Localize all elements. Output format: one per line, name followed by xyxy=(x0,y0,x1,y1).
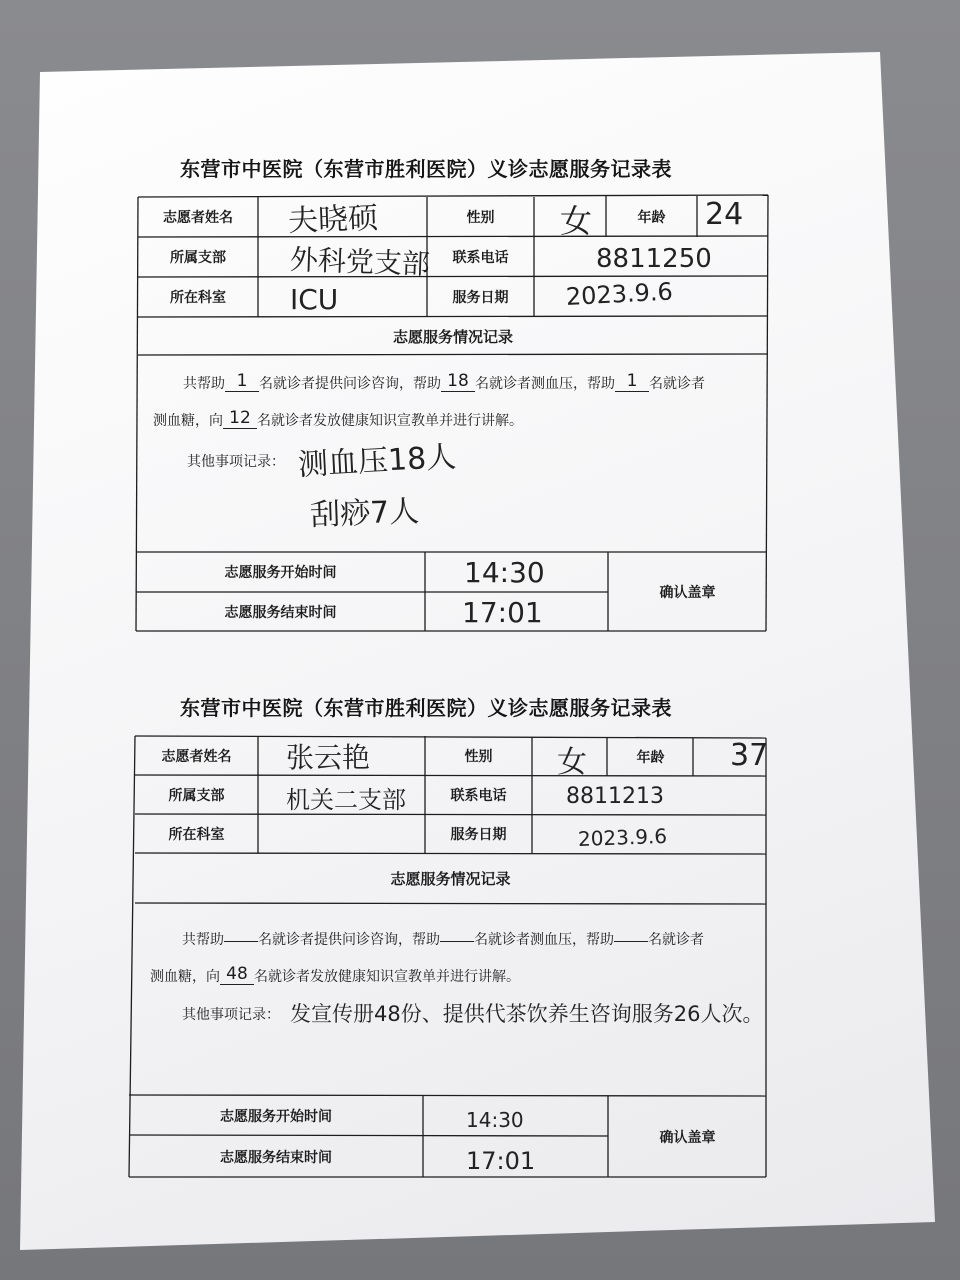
label-department: 所在科室 xyxy=(168,826,225,843)
label-age: 年龄 xyxy=(636,749,665,766)
value-age: 37 xyxy=(730,738,769,773)
text-fragment: 测血糖，向 xyxy=(153,413,223,429)
value-gender: 女 xyxy=(557,745,587,780)
label-end-time: 志愿服务结束时间 xyxy=(224,604,337,621)
value-end-time: 17:01 xyxy=(462,596,543,629)
value-gender: 女 xyxy=(560,202,593,240)
label-gender: 性别 xyxy=(464,749,493,765)
blood-pressure-count xyxy=(440,941,474,942)
form-title: 东营市中医院（东营市胜利医院）义诊志愿服务记录表 xyxy=(180,157,672,181)
label-phone: 联系电话 xyxy=(452,250,509,266)
service-sentence-line2 xyxy=(150,966,520,987)
label-age: 年龄 xyxy=(637,210,666,226)
text-fragment: 名就诊者 xyxy=(648,932,704,948)
blood-pressure-count: 18 xyxy=(441,371,475,392)
leaflet-count: 48 xyxy=(220,964,254,985)
blood-glucose-count xyxy=(614,941,648,942)
label-phone: 联系电话 xyxy=(450,788,507,804)
text-fragment: 共帮助 xyxy=(182,932,224,948)
value-phone: 8811213 xyxy=(566,784,664,809)
text-fragment: 名就诊者提供问诊咨询，帮助 xyxy=(259,376,441,392)
consult-count xyxy=(224,941,258,942)
label-department: 所在科室 xyxy=(170,290,226,306)
label-other-notes: 其他事项记录： xyxy=(182,1007,280,1023)
blood-glucose-count: 1 xyxy=(615,371,649,392)
value-start-time: 14:30 xyxy=(466,1108,524,1132)
value-end-time: 17:01 xyxy=(466,1147,536,1175)
value-department: ICU xyxy=(290,283,339,316)
text-fragment: 测血糖，向 xyxy=(150,969,220,985)
label-seal-confirmation: 确认盖章 xyxy=(659,1129,716,1146)
service-sentence-line1 xyxy=(182,929,704,949)
text-fragment: 名就诊者发放健康知识宣教单并进行讲解。 xyxy=(254,969,520,985)
label-start-time: 志愿服务开始时间 xyxy=(220,1108,332,1125)
label-volunteer-name: 志愿者姓名 xyxy=(163,210,233,226)
leaflet-count: 12 xyxy=(223,408,257,429)
text-fragment: 名就诊者测血压，帮助 xyxy=(475,376,615,392)
text-fragment: 名就诊者测血压，帮助 xyxy=(474,932,614,948)
value-service-date: 2023.9.6 xyxy=(565,277,674,311)
value-start-time: 14:30 xyxy=(464,556,545,589)
label-end-time: 志愿服务结束时间 xyxy=(220,1149,332,1166)
value-volunteer-name: 张云艳 xyxy=(286,741,371,774)
label-start-time: 志愿服务开始时间 xyxy=(224,565,337,581)
other-notes-line1: 测血压18人 xyxy=(297,439,458,483)
text-fragment: 共帮助 xyxy=(183,376,225,392)
value-age: 24 xyxy=(705,197,744,232)
value-phone: 8811250 xyxy=(596,244,712,274)
label-branch: 所属支部 xyxy=(170,250,226,266)
label-service-date: 服务日期 xyxy=(450,827,507,843)
text-fragment: 名就诊者发放健康知识宣教单并进行讲解。 xyxy=(257,413,523,429)
value-service-date: 2023.9.6 xyxy=(577,823,668,851)
other-notes-line1: 发宣传册48份、提供代茶饮养生咨询服务26人次。 xyxy=(290,1002,764,1026)
section-heading: 志愿服务情况记录 xyxy=(390,869,511,888)
value-volunteer-name: 夫晓硕 xyxy=(287,200,379,239)
value-branch: 外科党支部 xyxy=(289,243,431,281)
text-fragment: 名就诊者提供问诊咨询，帮助 xyxy=(258,932,440,948)
consult-count: 1 xyxy=(225,371,259,392)
label-volunteer-name: 志愿者姓名 xyxy=(161,748,232,765)
label-seal-confirmation: 确认盖章 xyxy=(659,584,716,601)
form-title: 东营市中医院（东营市胜利医院）义诊志愿服务记录表 xyxy=(180,696,672,720)
value-branch: 机关二支部 xyxy=(286,786,406,814)
label-branch: 所属支部 xyxy=(168,787,225,804)
label-gender: 性别 xyxy=(466,210,495,226)
section-heading: 志愿服务情况记录 xyxy=(392,327,513,346)
other-notes-line2: 刮痧7人 xyxy=(309,494,420,533)
label-other-notes: 其他事项记录： xyxy=(187,454,285,470)
label-service-date: 服务日期 xyxy=(452,290,509,306)
text-fragment: 名就诊者 xyxy=(649,376,705,392)
